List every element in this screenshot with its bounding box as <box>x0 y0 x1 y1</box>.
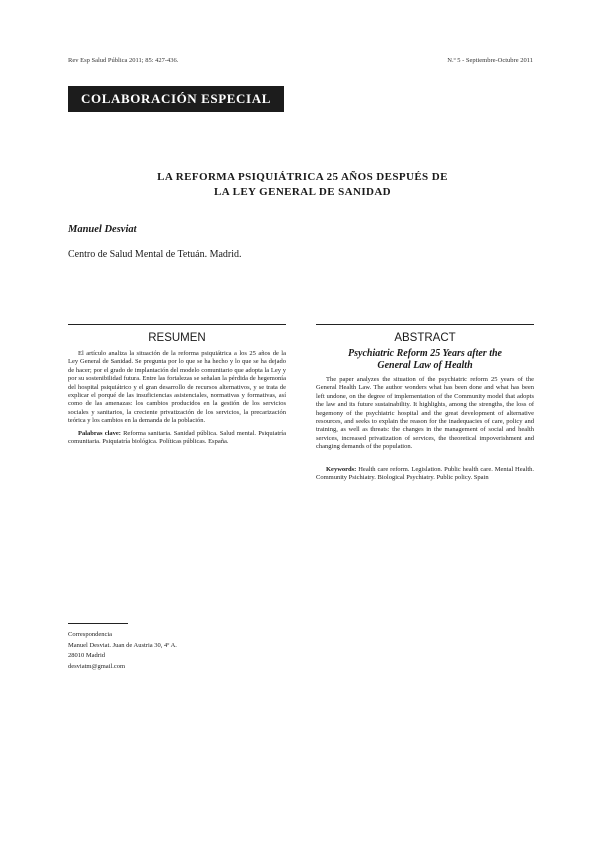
abstract-keywords <box>316 466 534 483</box>
abstract-keywords-text: Health care reform. Legislation. Public health care. Mental Health. Community Psichiatry. Biological Psychiatry. Public policy. Spain <box>316 465 534 482</box>
running-head-left: Rev Esp Salud Pública 2011; 85: 427-436. <box>68 57 179 64</box>
resumen-heading: RESUMEN <box>148 332 206 344</box>
article-title-line1: LA REFORMA PSIQUIÁTRICA 25 AÑOS DESPUÉS DE <box>157 171 448 183</box>
author-name: Manuel Desviat <box>68 224 137 235</box>
article-title-line2: LA LEY GENERAL DE SANIDAD <box>213 186 392 198</box>
correspondence-label: Correspondencia <box>68 631 113 638</box>
abstract-section <box>316 376 534 482</box>
abstract-body: The paper analyzes the situation of the psychiatric reform 25 years of the General Health Law. The author wonders what has been done and what has been left undone, on the degree of implementation of the Community model that adopts the law and its future sustainability. It highlights, among the strengths, the loss of hegemony of the psychiatric hospital and the great development of alternative resources, and seeks to explain the reason for the inadequacies of care, policy and training, as well as threats: the changes in the management of social and health services, increased privatization of services, the theoretical impoverishment and changing demands of the population. <box>316 376 534 451</box>
resumen-keywords-label: Palabras clave: <box>78 429 121 437</box>
abstract-title-line2: General Law of Health <box>377 360 473 371</box>
author-affiliation: Centro de Salud Mental de Tetuán. Madrid. <box>68 249 242 260</box>
abstract-heading: ABSTRACT <box>394 332 456 344</box>
section-tag: COLABORACIÓN ESPECIAL <box>68 86 284 112</box>
correspondence-address: Manuel Desviat. Juan de Austria 30, 4º A. <box>68 641 177 649</box>
resumen-keywords <box>68 430 286 447</box>
resumen-rule <box>68 324 286 325</box>
article-title <box>110 170 495 200</box>
abstract-title <box>316 348 534 372</box>
resumen-keywords-text: Reforma sanitaria. Sanidad pública. Salud mental. Psiquiatría comunitaria. Psiquiatría biológica. Políticas públicas. España. <box>68 429 286 446</box>
abstract-title-line1: Psychiatric Reform 25 Years after the <box>348 348 502 359</box>
resumen-body: El artículo analiza la situación de la reforma psiquiátrica a los 25 años de la Ley General de Sanidad. Se pregunta por lo que se ha hecho y lo que se ha dejado de hacer; por el grado de implantación del modelo comunitario que adopta la Ley y por su sostenibilidad futura. Entre las fortalezas se señalan la pérdida de hegemonía del hospital psiquiátrico y el gran desarrollo de recursos alternativos, y se trata de explicar el porqué de las insuficiencias asistenciales, normativas y formativas, así como de las amenazas: los cambios producidos en la gestión de los servicios sociales y sanitarios, la creciente privatización de los servicios, la precarización teórica y los cambios en la demanda de la población. <box>68 350 286 425</box>
correspondence-block <box>68 630 177 672</box>
correspondence-city: 28010 Madrid <box>68 652 106 659</box>
running-head-right: N.º 5 - Septiembre-Octubre 2011 <box>447 57 533 64</box>
resumen-section <box>68 350 286 446</box>
correspondence-email[interactable]: desviatm@gmail.com <box>68 662 126 670</box>
correspondence-rule <box>68 623 128 624</box>
abstract-rule <box>316 324 534 325</box>
abstract-keywords-label: Keywords: <box>326 465 357 473</box>
